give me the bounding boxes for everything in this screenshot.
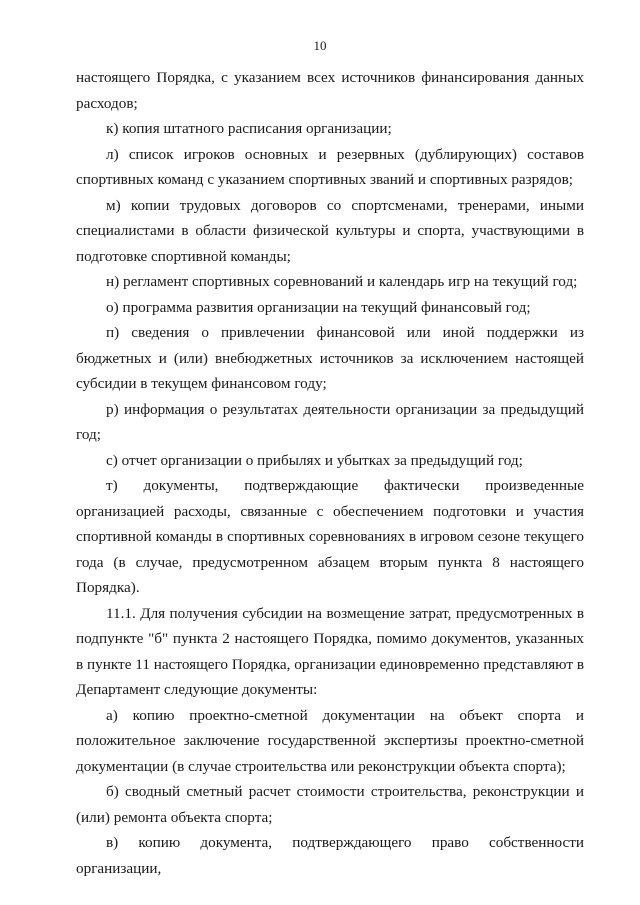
list-item-r: р) информация о результатах деятельности организации за предыдущий год; [76, 400, 584, 443]
list-item-n: н) регламент спортивных соревнований и календарь игр на текущий год; [106, 273, 578, 290]
list-item-a: а) копию проектно-сметной документации на объект спорта и положительное заключение государственной экспертизы проектно-сметной документации (в случае строительства или реконструкции объекта спорта); [76, 706, 584, 775]
list-item-k: к) копия штатного расписания организации; [106, 120, 392, 137]
list-item-p: п) сведения о привлечении финансовой или иной поддержки из бюджетных и (или) внебюджетных источников за исключением настоящей субсидии в текущем финансовом году; [76, 324, 584, 392]
page-number: 10 [313, 38, 327, 53]
paragraph-continuation: настоящего Порядка, с указанием всех источников финансирования данных расходов; [76, 69, 584, 112]
list-item-s: с) отчет организации о прибылях и убытках за предыдущий год; [106, 451, 523, 469]
list-item-v: в) копию документа, подтверждающего право собственности организации, [76, 834, 584, 877]
list-item-t: т) документы, подтверждающие фактически произведенные организацией расходы, связанные с обеспечением подготовки и участия спортивной команды в спортивных соревнованиях в игровом сезоне текущего года (в случае, предусмотренном абзацем вторым пункта 8 настоящего Порядка). [76, 477, 584, 596]
list-item-m: м) копии трудовых договоров со спортсменами, тренерами, иными специалистами в области физической культуры и спорта, участвующими в подготовке спортивной команды; [76, 196, 584, 265]
list-item-l: л) список игроков основных и резервных (дублирующих) составов спортивных команд с указанием спортивных званий и спортивных разрядов; [76, 145, 584, 188]
list-item-b: б) сводный сметный расчет стоимости строительства, реконструкции и (или) ремонта объекта спорта; [76, 783, 584, 826]
list-item-o: о) программа развития организации на текущий финансовый год; [106, 298, 531, 316]
document-body [76, 65, 584, 881]
clause-11-1: 11.1. Для получения субсидии на возмещение затрат, предусмотренных в подпункте "б" пункта 2 настоящего Порядка, помимо документов, указанных в пункте 11 настоящего Порядка, организации единовременно представляют в Департамент следующие документы: [76, 604, 584, 698]
